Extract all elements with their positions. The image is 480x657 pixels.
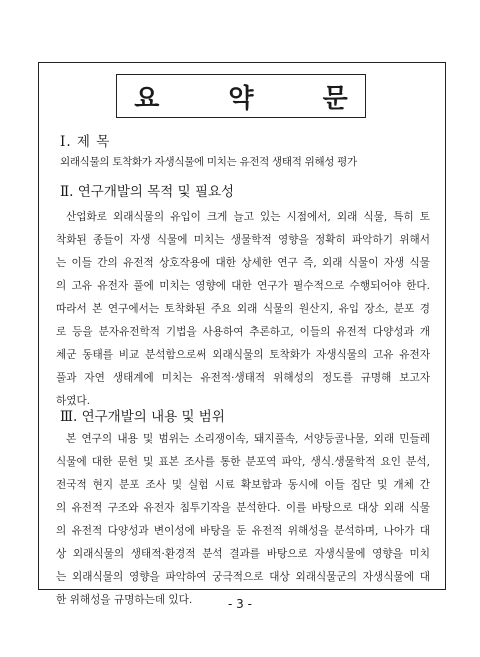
paragraph-line: 로 등을 분자유전학적 기법을 사용하여 추론하고, 이들의 유전적 다양성과 개 [56, 326, 430, 338]
paragraph-line: 는 이들 간의 유전적 상호작용에 대한 상세한 연구 즉, 외래 식물이 자생 식물 [56, 257, 430, 269]
paragraph-line: 는 외래식물의 영향을 파악하여 궁극적으로 대상 외래식물군의 자생식물에 대 [56, 571, 430, 583]
section-2-paragraph [56, 206, 430, 413]
paragraph-line: 한 위해성을 규명하는데 있다. [56, 594, 193, 606]
document-title: 요 약 문 [134, 83, 378, 114]
section-1-heading: Ⅰ. 제 목 [60, 134, 111, 150]
paragraph-line: 전국적 현지 분포 조사 및 실험 시료 확보함과 동시에 이들 집단 및 개체 간 [56, 479, 430, 491]
paragraph-line: 의 유전적 구조와 유전자 침투기작을 분석한다. 이를 바탕으로 대상 외래 식물 [56, 502, 430, 514]
paragraph-line: 의 유전적 다양성과 변이성에 바탕을 둔 유전적 위해성을 분석하며, 나아가 대 [56, 525, 430, 537]
paragraph-line: 의 고유 유전자 풀에 미치는 영향에 대한 연구가 필수적으로 수행되어야 한다. [56, 280, 430, 292]
paragraph-line: 풀과 자연 생태계에 미치는 유전적·생태적 위해성의 정도를 규명해 보고자 [56, 372, 430, 384]
paragraph-line: 하였다. [56, 395, 91, 407]
paragraph-line: 산업화로 외래식물의 유입이 크게 늘고 있는 시점에서, 외래 식물, 특히 토 [66, 211, 430, 223]
paragraph-line: 체군 동태를 비교 분석함으로써 외래식물의 토착화가 자생식물의 고유 유전자 [56, 349, 430, 361]
section-3-heading: Ⅲ. 연구개발의 내용 및 범위 [60, 409, 225, 425]
title-box [116, 74, 378, 118]
paragraph-line: 상 외래식물의 생태적·환경적 분석 결과를 바탕으로 자생식물에 영향을 미치 [56, 548, 430, 560]
paragraph-line: 따라서 본 연구에서는 토착화된 주요 외래 식물의 원산지, 유입 장소, 분포 경 [56, 303, 430, 315]
section-3-paragraph [56, 428, 430, 612]
page-number: - 3 - [228, 597, 252, 611]
section-2-heading: Ⅱ. 연구개발의 목적 및 필요성 [60, 184, 235, 200]
research-subject: 외래식물의 토착화가 자생식물에 미치는 유전적 생태적 위해성 평가 [60, 156, 357, 168]
paragraph-line: 식물에 대한 문헌 및 표본 조사를 통한 분포역 파악, 생식.생물학적 요인 분석, [56, 456, 430, 468]
paragraph-line: 본 연구의 내용 및 범위는 소리쟁이속, 돼지풀속, 서양등골나물, 외래 민들레 [66, 433, 430, 445]
paragraph-line: 착화된 종들이 자생 식물에 미치는 생물학적 영향을 정확히 파악하기 위해서 [56, 234, 430, 246]
